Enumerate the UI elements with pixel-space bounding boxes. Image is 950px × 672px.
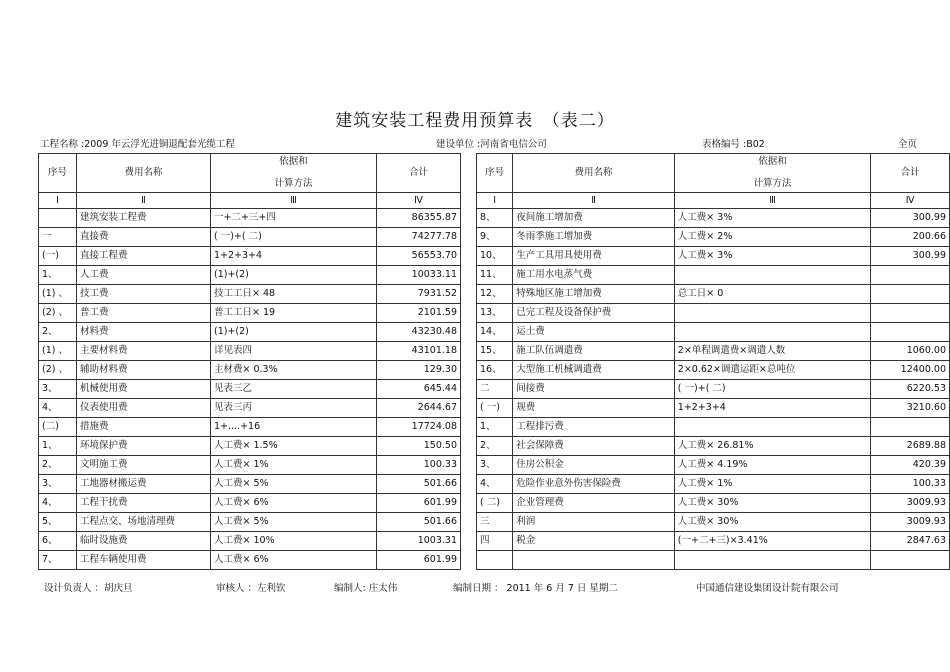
row-basis: (1)+(2)	[211, 323, 377, 342]
row-seq: ( 一)	[477, 399, 513, 418]
table-row	[477, 513, 950, 532]
row-name: 工程排污费	[513, 418, 675, 437]
cost-table-left	[38, 153, 461, 570]
row-seq: 4、	[39, 494, 77, 513]
row-seq: 1、	[477, 418, 513, 437]
row-name: 辅助材料费	[77, 361, 211, 380]
row-basis	[674, 266, 871, 285]
row-basis: 见表三乙	[211, 380, 377, 399]
row-basis: 技工工日× 48	[211, 285, 377, 304]
row-name: 已完工程及设备保护费	[513, 304, 675, 323]
row-name: 生产工具用具使用费	[513, 247, 675, 266]
row-total: 2847.63	[871, 532, 950, 551]
row-basis: 普工工日× 19	[211, 304, 377, 323]
row-total: 2689.88	[871, 437, 950, 456]
row-name: 夜间施工增加费	[513, 209, 675, 228]
table-row	[39, 418, 461, 437]
row-total: 420.39	[871, 456, 950, 475]
row-seq: ( 二)	[477, 494, 513, 513]
row-basis	[674, 418, 871, 437]
cost-table-right	[476, 153, 950, 570]
row-basis	[674, 551, 871, 570]
header-total: 合计	[871, 154, 950, 193]
row-seq: 4、	[39, 399, 77, 418]
row-name: 工程点交、场地清理费	[77, 513, 211, 532]
row-basis: ( 一)+( 二)	[674, 380, 871, 399]
row-seq	[477, 551, 513, 570]
header-row	[39, 154, 461, 193]
page-indicator: 全页	[898, 139, 918, 150]
table-row	[39, 247, 461, 266]
header-total: 合计	[377, 154, 461, 193]
row-basis: 人工费× 6%	[211, 494, 377, 513]
table-row	[39, 475, 461, 494]
row-name: 普工费	[77, 304, 211, 323]
header-basis	[674, 154, 871, 193]
row-total: 150.50	[377, 437, 461, 456]
table-row	[39, 304, 461, 323]
row-basis: 1+....+16	[211, 418, 377, 437]
roman-4: Ⅳ	[871, 193, 950, 209]
row-total: 645.44	[377, 380, 461, 399]
row-name: 施工队伍调遣费	[513, 342, 675, 361]
row-name: 机械使用费	[77, 380, 211, 399]
row-seq: 二	[477, 380, 513, 399]
row-total	[871, 323, 950, 342]
row-seq: 10、	[477, 247, 513, 266]
row-total: 12400.00	[871, 361, 950, 380]
footer-editor: 编制人: 庄太伟	[334, 583, 398, 594]
row-total: 3009.93	[871, 513, 950, 532]
table-row	[477, 399, 950, 418]
table-row	[39, 361, 461, 380]
row-total: 43101.18	[377, 342, 461, 361]
table-row	[39, 285, 461, 304]
row-total: 100.33	[377, 456, 461, 475]
row-seq: 13、	[477, 304, 513, 323]
roman-row	[477, 193, 950, 209]
table-row	[477, 456, 950, 475]
row-seq: 2、	[477, 437, 513, 456]
row-total: 6220.53	[871, 380, 950, 399]
row-basis: 人工费× 3%	[674, 247, 871, 266]
row-basis: 一+二+三+四	[211, 209, 377, 228]
row-seq: (一)	[39, 247, 77, 266]
row-name: 利润	[513, 513, 675, 532]
row-name: 文明施工费	[77, 456, 211, 475]
row-basis: 人工费× 3%	[674, 209, 871, 228]
row-basis: 人工费× 4.19%	[674, 456, 871, 475]
header-basis-line1: 依据和	[279, 156, 308, 167]
row-seq	[39, 209, 77, 228]
footer-designer: 设计负责人 ：胡庆旦	[44, 583, 133, 594]
row-name: 大型施工机械调遣费	[513, 361, 675, 380]
table-row	[477, 551, 950, 570]
row-total: 200.66	[871, 228, 950, 247]
row-name	[513, 551, 675, 570]
roman-row	[39, 193, 461, 209]
header-seq: 序号	[477, 154, 513, 193]
row-seq: 14、	[477, 323, 513, 342]
row-seq: 1、	[39, 266, 77, 285]
row-basis: 人工费× 1%	[674, 475, 871, 494]
table-row	[39, 323, 461, 342]
row-total: 3009.93	[871, 494, 950, 513]
footer-reviewer: 审核人 ：左利钦	[216, 583, 286, 594]
table-row	[477, 418, 950, 437]
table-row	[39, 342, 461, 361]
table-row	[39, 380, 461, 399]
row-seq: 三	[477, 513, 513, 532]
table-row	[39, 494, 461, 513]
row-name: 施工用水电蒸气费	[513, 266, 675, 285]
row-seq: (2) 、	[39, 361, 77, 380]
row-name: 税金	[513, 532, 675, 551]
row-total: 43230.48	[377, 323, 461, 342]
header-basis-line1: 依据和	[758, 156, 787, 167]
row-total: 501.66	[377, 475, 461, 494]
row-total: 100.33	[871, 475, 950, 494]
table-row	[39, 551, 461, 570]
row-total: 3210.60	[871, 399, 950, 418]
table-row	[39, 532, 461, 551]
table-row	[39, 209, 461, 228]
row-seq: 15、	[477, 342, 513, 361]
row-seq: 9、	[477, 228, 513, 247]
page-title: 建筑安装工程费用预算表 （表二）	[335, 111, 615, 131]
row-total: 601.99	[377, 551, 461, 570]
construction-unit: 建设单位 :河南省电信公司	[436, 139, 547, 150]
table-row	[477, 342, 950, 361]
row-seq: 4、	[477, 475, 513, 494]
row-name: 临时设施费	[77, 532, 211, 551]
row-seq: 16、	[477, 361, 513, 380]
row-basis	[674, 323, 871, 342]
row-seq: (1) 、	[39, 342, 77, 361]
row-name: 运土费	[513, 323, 675, 342]
roman-2: Ⅱ	[77, 193, 211, 209]
row-name: 规费	[513, 399, 675, 418]
row-name: 建筑安装工程费	[77, 209, 211, 228]
table-row	[477, 475, 950, 494]
row-total	[871, 551, 950, 570]
row-total	[871, 285, 950, 304]
row-basis: 人工费× 10%	[211, 532, 377, 551]
row-name: 技工费	[77, 285, 211, 304]
table-row	[477, 304, 950, 323]
row-seq: 四	[477, 532, 513, 551]
row-basis: 2×单程调遣费×调遣人数	[674, 342, 871, 361]
row-basis: 人工费× 26.81%	[674, 437, 871, 456]
header-basis-line2: 计算方法	[753, 178, 792, 189]
row-basis: 人工费× 6%	[211, 551, 377, 570]
row-basis: 人工费× 30%	[674, 494, 871, 513]
table-row	[39, 513, 461, 532]
row-total: 1003.31	[377, 532, 461, 551]
row-seq: 一	[39, 228, 77, 247]
roman-1: Ⅰ	[477, 193, 513, 209]
row-seq: (2) 、	[39, 304, 77, 323]
row-total: 2101.59	[377, 304, 461, 323]
row-total: 17724.08	[377, 418, 461, 437]
row-seq: 1、	[39, 437, 77, 456]
row-name: 工程干扰费	[77, 494, 211, 513]
form-number: 表格编号 :B02	[702, 139, 765, 150]
row-total	[871, 304, 950, 323]
row-basis: 人工费× 5%	[211, 475, 377, 494]
row-name: 工程车辆使用费	[77, 551, 211, 570]
row-seq: 6、	[39, 532, 77, 551]
row-name: 危险作业意外伤害保险费	[513, 475, 675, 494]
table-row	[477, 380, 950, 399]
row-basis: 1+2+3+4	[674, 399, 871, 418]
row-seq: 2、	[39, 323, 77, 342]
roman-4: Ⅳ	[377, 193, 461, 209]
row-name: 直接工程费	[77, 247, 211, 266]
row-seq: 8、	[477, 209, 513, 228]
row-total: 300.99	[871, 247, 950, 266]
footer-company: 中国通信建设集团设计院有限公司	[696, 583, 839, 594]
header-row	[477, 154, 950, 193]
row-basis: 主材费× 0.3%	[211, 361, 377, 380]
row-name: 环境保护费	[77, 437, 211, 456]
row-name: 仪表使用费	[77, 399, 211, 418]
row-name: 社会保障费	[513, 437, 675, 456]
table-row	[477, 323, 950, 342]
row-name: 措施费	[77, 418, 211, 437]
table-row	[477, 494, 950, 513]
table-row	[477, 228, 950, 247]
row-basis: 2×0.62×调遣运距×总吨位	[674, 361, 871, 380]
table-row	[477, 285, 950, 304]
row-basis	[674, 304, 871, 323]
table-row	[477, 247, 950, 266]
table-row	[39, 399, 461, 418]
roman-3: Ⅲ	[674, 193, 871, 209]
table-row	[39, 456, 461, 475]
row-total: 7931.52	[377, 285, 461, 304]
row-seq: (1) 、	[39, 285, 77, 304]
table-row	[477, 361, 950, 380]
header-seq: 序号	[39, 154, 77, 193]
row-seq: 5、	[39, 513, 77, 532]
row-seq: 11、	[477, 266, 513, 285]
project-name: 工程名称 :2009 年云浮光进铜退配套光缆工程	[40, 139, 235, 150]
row-seq: 2、	[39, 456, 77, 475]
row-basis: 人工费× 1.5%	[211, 437, 377, 456]
row-total	[871, 266, 950, 285]
roman-1: Ⅰ	[39, 193, 77, 209]
row-seq: (二)	[39, 418, 77, 437]
row-name: 材料费	[77, 323, 211, 342]
row-basis: 人工费× 30%	[674, 513, 871, 532]
table-row	[477, 437, 950, 456]
table-row	[39, 266, 461, 285]
roman-3: Ⅲ	[211, 193, 377, 209]
row-basis: 人工费× 5%	[211, 513, 377, 532]
row-total: 501.66	[377, 513, 461, 532]
row-name: 人工费	[77, 266, 211, 285]
row-total: 601.99	[377, 494, 461, 513]
row-total	[871, 418, 950, 437]
row-basis: 1+2+3+4	[211, 247, 377, 266]
row-name: 主要材料费	[77, 342, 211, 361]
table-row	[39, 437, 461, 456]
row-total: 1060.00	[871, 342, 950, 361]
row-basis: 人工费× 1%	[211, 456, 377, 475]
roman-2: Ⅱ	[513, 193, 675, 209]
row-seq: 3、	[39, 475, 77, 494]
row-name: 住房公积金	[513, 456, 675, 475]
table-row	[477, 266, 950, 285]
row-name: 冬雨季施工增加费	[513, 228, 675, 247]
row-total: 10033.11	[377, 266, 461, 285]
footer-date: 编制日期 ： 2011 年 6 月 7 日 星期二	[453, 583, 618, 594]
row-seq: 7、	[39, 551, 77, 570]
table-row	[39, 228, 461, 247]
row-basis: 见表三丙	[211, 399, 377, 418]
table-row	[477, 209, 950, 228]
row-name: 直接费	[77, 228, 211, 247]
row-basis: 详见表四	[211, 342, 377, 361]
row-total: 56553.70	[377, 247, 461, 266]
header-basis-line2: 计算方法	[274, 178, 313, 189]
row-total: 2644.67	[377, 399, 461, 418]
table-row	[477, 532, 950, 551]
row-total: 300.99	[871, 209, 950, 228]
row-name: 工地器材搬运费	[77, 475, 211, 494]
row-seq: 12、	[477, 285, 513, 304]
row-total: 129.30	[377, 361, 461, 380]
row-name: 间接费	[513, 380, 675, 399]
row-basis: (一+二+三)×3.41%	[674, 532, 871, 551]
row-basis: (1)+(2)	[211, 266, 377, 285]
row-seq: 3、	[39, 380, 77, 399]
row-basis: ( 一)+( 二)	[211, 228, 377, 247]
row-name: 特殊地区施工增加费	[513, 285, 675, 304]
row-basis: 总工日× 0	[674, 285, 871, 304]
header-name: 费用名称	[513, 154, 675, 193]
row-total: 74277.78	[377, 228, 461, 247]
header-basis	[211, 154, 377, 193]
row-name: 企业管理费	[513, 494, 675, 513]
row-seq: 3、	[477, 456, 513, 475]
row-basis: 人工费× 2%	[674, 228, 871, 247]
header-name: 费用名称	[77, 154, 211, 193]
row-total: 86355.87	[377, 209, 461, 228]
